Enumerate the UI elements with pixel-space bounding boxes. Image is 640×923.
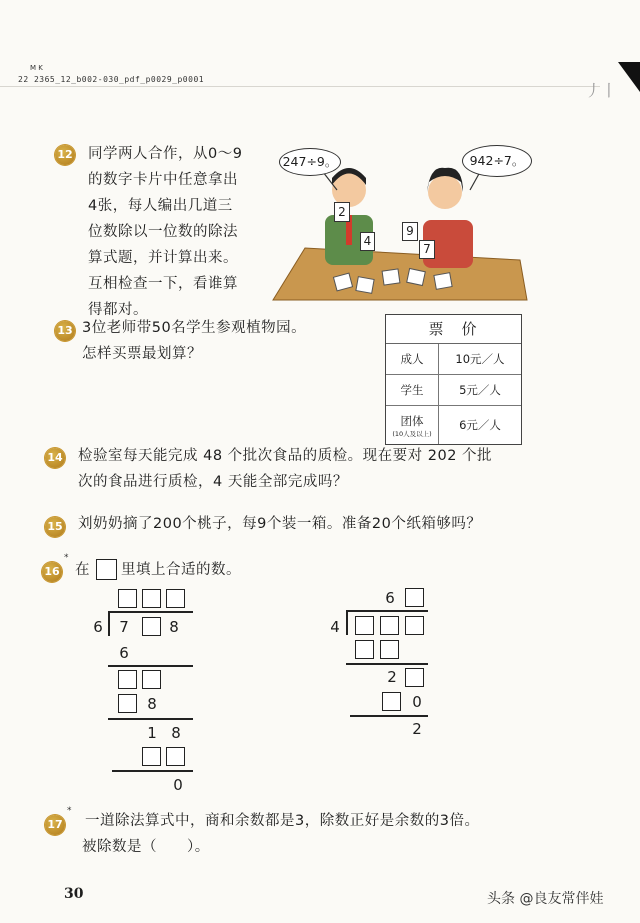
pencil-mark: ⼃⼁: [585, 81, 618, 100]
answer-box[interactable]: [380, 616, 399, 635]
remainder-2: 2: [412, 720, 422, 738]
step-line: [350, 715, 428, 717]
step-digit: 2: [387, 668, 397, 686]
answer-box[interactable]: [166, 747, 185, 766]
step-line: [108, 718, 193, 720]
price-type: 团体: [400, 413, 424, 428]
answer-box[interactable]: [405, 668, 424, 687]
q16-star: *: [64, 553, 69, 563]
q17-line-2: 被除数是（ ）。: [82, 839, 210, 855]
q14-line-1: 检验室每天能完成 48 个批次食品的质检。现在要对 202 个批: [78, 448, 493, 464]
answer-box[interactable]: [166, 589, 185, 608]
quotient-digit: 6: [385, 589, 395, 607]
q17-line-1: 一道除法算式中，商和余数都是3，除数正好是余数的3倍。: [85, 813, 480, 829]
question-number-15: 15: [45, 517, 65, 537]
price-type: 成人: [400, 352, 424, 366]
division-bar: [346, 610, 428, 612]
price-table-title: 票价: [386, 315, 521, 344]
q12-line-3: 4张，每人编出几道三: [88, 198, 233, 214]
division-bracket: [108, 611, 110, 636]
dividend-digit: 7: [119, 618, 129, 636]
price-value: 5元／人: [459, 383, 501, 397]
price-row: [386, 406, 521, 444]
q16-post: 里填上合适的数。: [121, 562, 241, 578]
answer-box[interactable]: [380, 640, 399, 659]
q12-line-5: 算式题，并计算出来。: [88, 250, 238, 266]
speech-bubble-right: 942÷7。: [462, 145, 532, 177]
question-number-12: 12: [55, 145, 75, 165]
answer-box[interactable]: [118, 589, 137, 608]
answer-box[interactable]: [405, 616, 424, 635]
step-digit: 6: [119, 644, 129, 662]
price-value: 10元／人: [455, 352, 505, 366]
answer-box[interactable]: [118, 670, 137, 689]
q13-line-1: 3位老师带50名学生参观植物园。: [82, 320, 307, 336]
division-bracket: [346, 610, 348, 635]
price-table: [385, 314, 522, 445]
price-value: 6元／人: [459, 418, 501, 432]
dividend-digit: 8: [169, 618, 179, 636]
step-digit: 8: [147, 695, 157, 713]
price-type-note: (10人及以上): [392, 429, 432, 438]
step-line: [112, 770, 193, 772]
q17-star: *: [67, 806, 72, 816]
answer-box[interactable]: [142, 670, 161, 689]
question-number-17: 17: [45, 815, 65, 835]
step-line: [108, 665, 193, 667]
corner-mark: [618, 62, 640, 92]
answer-box[interactable]: [405, 588, 424, 607]
q12-line-1: 同学两人合作，从0～9: [88, 146, 243, 162]
answer-box[interactable]: [355, 640, 374, 659]
step-line: [346, 663, 428, 665]
watermark: 头条 @良友常伴娃: [487, 891, 604, 907]
card-9: 9: [402, 222, 418, 241]
q15-text: 刘奶奶摘了200个桃子，每9个装一箱。准备20个纸箱够吗？: [78, 516, 482, 532]
file-label: 22 2365_12_b002-030_pdf_p0029_p0001: [18, 75, 205, 84]
answer-box[interactable]: [142, 589, 161, 608]
question-number-16: 16: [42, 562, 62, 582]
speech-bubble-left: 247÷9。: [279, 148, 341, 176]
card-7: 7: [419, 240, 435, 259]
q13-line-2: 怎样买票最划算？: [82, 346, 202, 362]
q16-pre: 在: [75, 562, 90, 578]
q12-line-2: 的数字卡片中任意拿出: [88, 172, 238, 188]
question-number-14: 14: [45, 448, 65, 468]
q12-line-4: 位数除以一位数的除法: [88, 224, 238, 240]
division-bar: [108, 611, 193, 613]
top-divider: [0, 86, 600, 87]
step-digit: 8: [171, 724, 181, 742]
question-number-13: 13: [55, 321, 75, 341]
card-4: 4: [360, 232, 375, 251]
answer-box[interactable]: [118, 694, 137, 713]
q14-line-2: 次的食品进行质检，4 天能全部完成吗？: [78, 474, 348, 490]
remainder-1: 0: [173, 776, 183, 794]
header-mark: M K: [30, 64, 43, 72]
card-2: 2: [334, 202, 350, 222]
price-row: [386, 375, 521, 406]
answer-box[interactable]: [382, 692, 401, 711]
step-digit: 1: [147, 724, 157, 742]
answer-box[interactable]: [142, 617, 161, 636]
q12-line-6: 互相检查一下，看谁算: [88, 276, 238, 292]
price-type: 学生: [400, 383, 424, 397]
divisor-1: 6: [93, 618, 103, 636]
answer-box[interactable]: [355, 616, 374, 635]
price-row: [386, 344, 521, 375]
answer-box-sample: [96, 559, 117, 580]
page-number: 30: [64, 886, 84, 902]
answer-box[interactable]: [142, 747, 161, 766]
step-digit: 0: [412, 693, 422, 711]
q12-line-7: 得都对。: [88, 302, 148, 318]
divisor-2: 4: [330, 618, 340, 636]
